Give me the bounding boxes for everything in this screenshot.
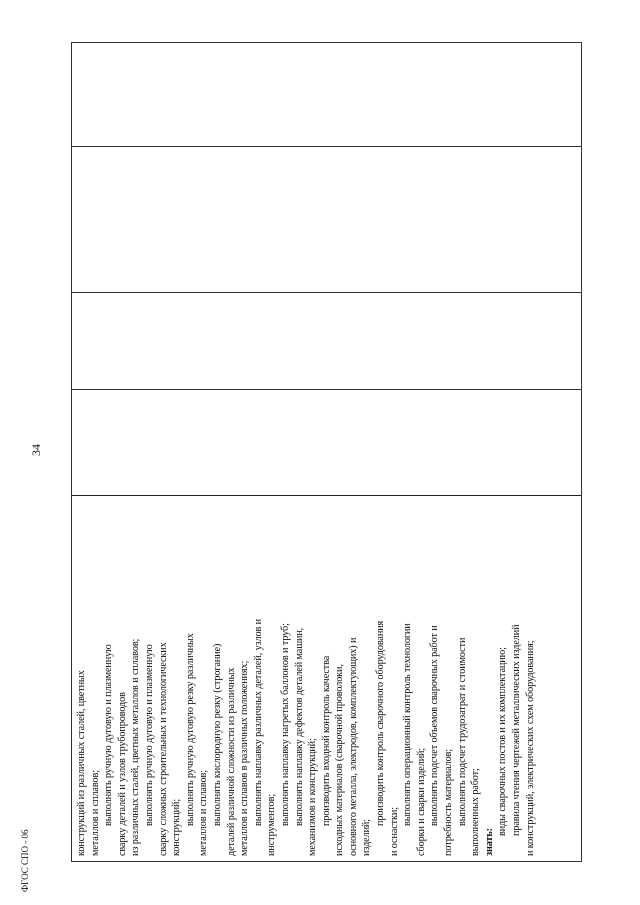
text-line: выполнять наплавку дефектов деталей машин, <box>293 627 305 826</box>
text-line: инструментов; <box>266 793 278 856</box>
table-cell-empty-3 <box>71 146 582 292</box>
text-line: исходных материалов (сварочной проволоки, <box>334 664 346 856</box>
text-line: основного металла, электродов, комплектующих) и <box>347 637 359 856</box>
text-line: конструкций; <box>171 798 183 856</box>
text-line: производить контроль сварочного оборудования <box>375 620 387 826</box>
text-line: выполнять подсчет объемов сварочных работ и <box>429 625 441 826</box>
text-line: металлов и сплавов в различных положениях; <box>239 660 251 856</box>
section-heading: знать: <box>483 828 495 856</box>
competency-table <box>71 42 582 862</box>
text-line: выполнять операционный контроль технологии <box>402 623 414 826</box>
text-line: выполнять наплавку нагретых баллонов и труб; <box>279 623 291 826</box>
text-line: выполнять кислородную резку (строгание) <box>211 643 223 826</box>
text-line: потребность материалов; <box>443 748 455 856</box>
text-line: выполнять ручную дуговую и плазменную <box>143 644 155 826</box>
table-cell-empty-2 <box>71 292 582 389</box>
text-line: выполненных работ; <box>470 768 482 856</box>
footer-label: ФГОС СПО - 06 <box>20 829 30 892</box>
skills-text <box>75 496 580 856</box>
text-line: конструкций из различных сталей, цветных <box>76 670 87 856</box>
page-number: 34 <box>29 444 43 456</box>
text-line: и оснастки; <box>388 807 400 856</box>
text-line: из различных сталей, цветных металлов и сплавов; <box>130 638 142 856</box>
text-line: выполнять наплавку различных деталей, узлов и <box>252 619 264 826</box>
text-line: механизмов и конструкций; <box>307 738 319 856</box>
text-line: выполнять ручную дуговую резку различных <box>184 633 196 826</box>
text-line: выполнять подсчет трудозатрат и стоимости <box>456 637 468 826</box>
text-line: сварку деталей и узлов трубопроводов <box>116 692 128 856</box>
text-line: изделий; <box>361 818 373 856</box>
table-cell-empty-1 <box>71 389 582 495</box>
text-line: виды сварочных постов и их комплектацию; <box>497 647 509 836</box>
text-line: правила чтения чертежей металлических изделий <box>511 624 522 836</box>
table-cell-skills <box>71 495 582 862</box>
text-line: и конструкций, электрических схем оборудования; <box>524 640 536 856</box>
text-line: металлов и сплавов; <box>89 770 101 856</box>
text-line: сборки и сварки изделий; <box>415 747 427 856</box>
text-line: производить входной контроль качества <box>320 655 332 826</box>
text-line: выполнять ручную дуговую и плазменную <box>103 644 115 826</box>
text-line: деталей различной сложности из различных <box>225 667 237 856</box>
text-line: металлов и сплавов; <box>198 770 210 856</box>
text-line: сварку сложных строительных и технологических <box>157 642 169 856</box>
table-cell-empty-4 <box>71 42 582 146</box>
